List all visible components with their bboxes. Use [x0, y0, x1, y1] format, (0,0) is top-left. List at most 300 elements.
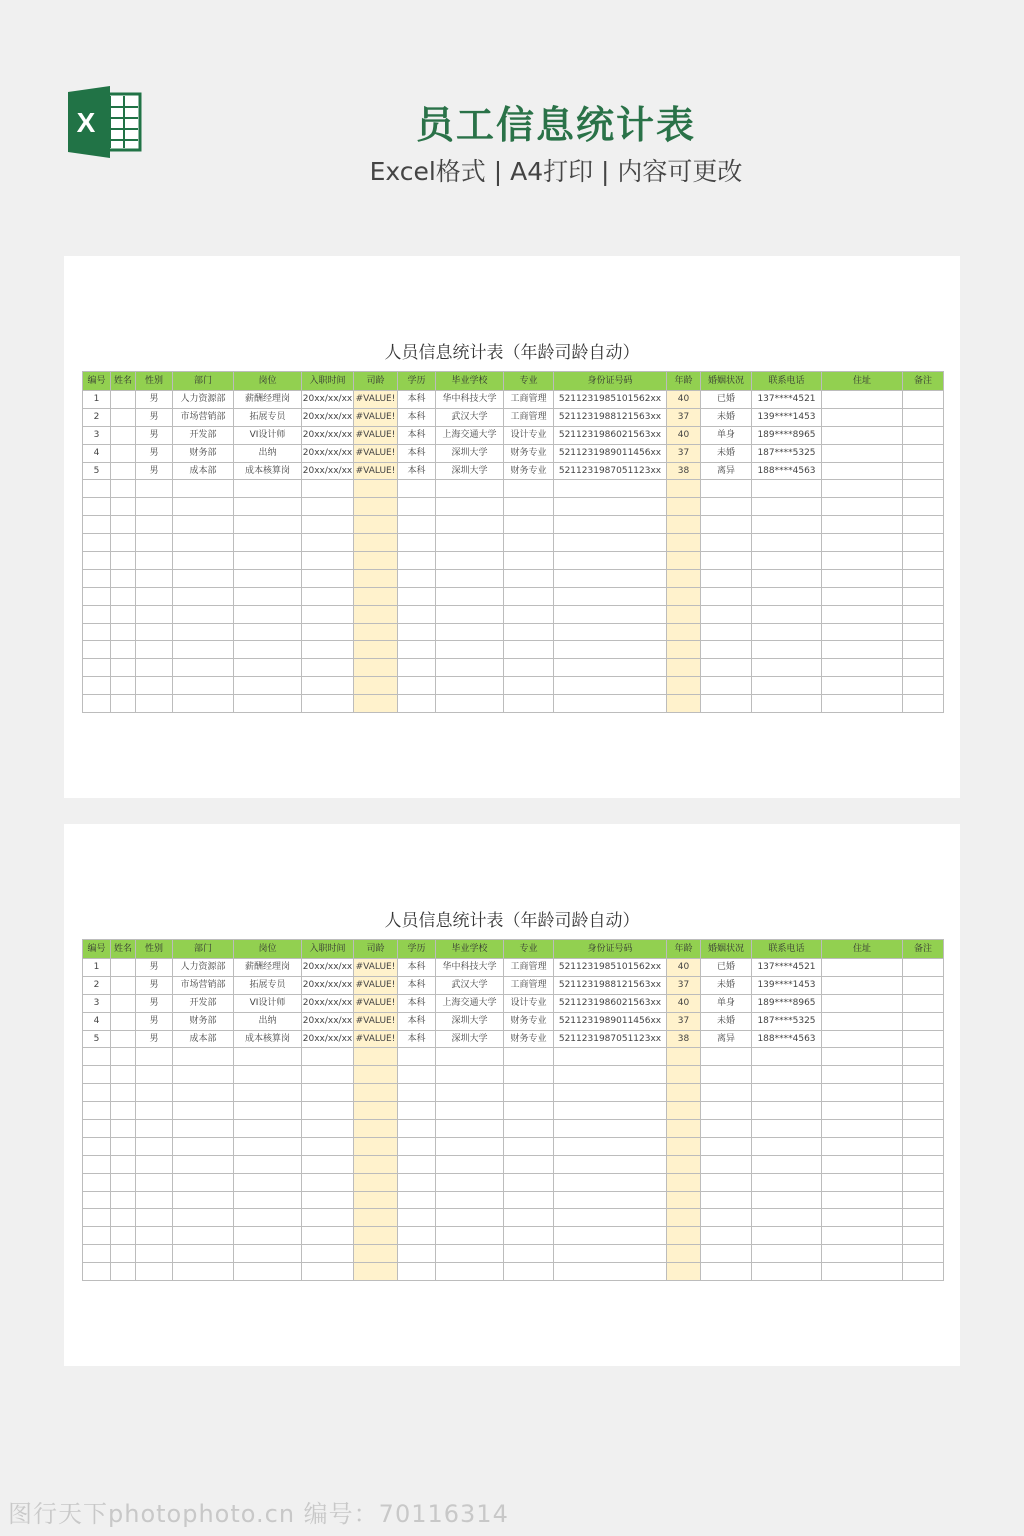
table-cell[interactable] [398, 1155, 436, 1173]
table-cell[interactable] [504, 498, 554, 516]
table-cell[interactable] [234, 1209, 302, 1227]
table-cell[interactable] [83, 695, 111, 713]
table-cell[interactable] [173, 623, 234, 641]
table-cell[interactable] [822, 1066, 903, 1084]
table-cell[interactable] [83, 1066, 111, 1084]
table-cell[interactable] [398, 605, 436, 623]
table-cell[interactable] [903, 480, 944, 498]
table-cell[interactable] [234, 1173, 302, 1191]
table-cell[interactable] [354, 623, 398, 641]
table-cell[interactable]: 拓展专员 [234, 408, 302, 426]
table-cell[interactable] [554, 1048, 667, 1066]
table-cell[interactable] [504, 1155, 554, 1173]
table-cell[interactable] [111, 1084, 136, 1102]
table-cell[interactable] [554, 587, 667, 605]
table-cell[interactable] [234, 677, 302, 695]
table-cell[interactable] [111, 695, 136, 713]
table-cell[interactable] [354, 534, 398, 552]
table-cell[interactable] [234, 587, 302, 605]
table-cell[interactable]: 成本核算岗 [234, 462, 302, 480]
table-cell[interactable] [554, 1191, 667, 1209]
table-cell[interactable] [83, 1245, 111, 1263]
table-cell[interactable] [111, 1137, 136, 1155]
table-cell[interactable] [398, 695, 436, 713]
table-cell[interactable]: 工商管理 [504, 391, 554, 409]
table-cell[interactable] [173, 1245, 234, 1263]
table-cell[interactable] [667, 1245, 701, 1263]
table-cell[interactable] [504, 1084, 554, 1102]
table-cell[interactable] [234, 1191, 302, 1209]
table-cell[interactable] [302, 659, 354, 677]
table-cell[interactable] [436, 587, 504, 605]
table-cell[interactable] [173, 498, 234, 516]
table-cell[interactable] [667, 605, 701, 623]
table-cell[interactable]: 男 [136, 994, 173, 1012]
table-cell[interactable] [667, 587, 701, 605]
table-cell[interactable] [136, 1048, 173, 1066]
table-cell[interactable] [436, 516, 504, 534]
table-cell[interactable] [701, 1155, 752, 1173]
table-cell[interactable] [302, 552, 354, 570]
table-cell[interactable] [667, 695, 701, 713]
table-cell[interactable] [83, 1191, 111, 1209]
table-cell[interactable] [903, 659, 944, 677]
table-cell[interactable] [136, 1137, 173, 1155]
table-cell[interactable]: 开发部 [173, 994, 234, 1012]
table-cell[interactable] [504, 1209, 554, 1227]
table-cell[interactable] [302, 480, 354, 498]
table-cell[interactable] [136, 623, 173, 641]
table-cell[interactable] [302, 677, 354, 695]
table-cell[interactable]: 5211231987051123xx [554, 1030, 667, 1048]
table-cell[interactable] [822, 1227, 903, 1245]
table-cell[interactable] [554, 480, 667, 498]
table-cell[interactable] [822, 1012, 903, 1030]
table-cell[interactable] [83, 1102, 111, 1120]
table-cell[interactable] [173, 552, 234, 570]
table-cell[interactable] [398, 659, 436, 677]
table-cell[interactable] [903, 391, 944, 409]
table-cell[interactable]: #VALUE! [354, 1012, 398, 1030]
table-cell[interactable] [752, 1245, 822, 1263]
table-cell[interactable]: 5211231989011456xx [554, 444, 667, 462]
table-cell[interactable] [436, 623, 504, 641]
table-cell[interactable] [436, 1102, 504, 1120]
table-cell[interactable] [111, 659, 136, 677]
table-cell[interactable] [903, 1263, 944, 1281]
table-cell[interactable] [903, 1155, 944, 1173]
table-cell[interactable] [667, 1048, 701, 1066]
table-cell[interactable] [173, 659, 234, 677]
table-cell[interactable]: 本科 [398, 426, 436, 444]
table-cell[interactable] [701, 1263, 752, 1281]
table-cell[interactable]: 人力资源部 [173, 959, 234, 977]
table-cell[interactable] [436, 641, 504, 659]
table-cell[interactable]: 37 [667, 976, 701, 994]
table-cell[interactable] [111, 1030, 136, 1048]
table-cell[interactable]: 187****5325 [752, 1012, 822, 1030]
table-cell[interactable] [111, 516, 136, 534]
table-cell[interactable] [354, 641, 398, 659]
table-cell[interactable] [398, 1048, 436, 1066]
table-cell[interactable] [822, 534, 903, 552]
table-cell[interactable] [822, 1120, 903, 1138]
table-cell[interactable] [822, 426, 903, 444]
table-cell[interactable]: 男 [136, 1030, 173, 1048]
table-cell[interactable] [504, 1173, 554, 1191]
table-cell[interactable]: 财务专业 [504, 444, 554, 462]
table-cell[interactable] [436, 498, 504, 516]
table-cell[interactable] [752, 1155, 822, 1173]
table-cell[interactable]: 人力资源部 [173, 391, 234, 409]
table-cell[interactable] [234, 516, 302, 534]
table-cell[interactable]: 40 [667, 994, 701, 1012]
table-cell[interactable] [701, 1084, 752, 1102]
table-cell[interactable]: 本科 [398, 462, 436, 480]
table-cell[interactable] [173, 605, 234, 623]
table-cell[interactable] [398, 552, 436, 570]
table-cell[interactable] [136, 480, 173, 498]
table-cell[interactable] [903, 1173, 944, 1191]
table-cell[interactable] [111, 498, 136, 516]
table-cell[interactable]: 20xx/xx/xx [302, 1012, 354, 1030]
table-cell[interactable] [302, 1191, 354, 1209]
table-cell[interactable]: 深圳大学 [436, 1012, 504, 1030]
table-cell[interactable] [701, 1120, 752, 1138]
table-cell[interactable]: 男 [136, 959, 173, 977]
table-cell[interactable] [111, 1173, 136, 1191]
table-cell[interactable] [136, 1173, 173, 1191]
table-cell[interactable] [83, 605, 111, 623]
table-cell[interactable] [667, 1102, 701, 1120]
table-cell[interactable] [436, 1084, 504, 1102]
table-cell[interactable] [398, 641, 436, 659]
table-cell[interactable] [752, 1048, 822, 1066]
table-cell[interactable] [701, 605, 752, 623]
table-cell[interactable]: 成本部 [173, 1030, 234, 1048]
table-cell[interactable] [302, 1245, 354, 1263]
table-cell[interactable] [354, 695, 398, 713]
table-cell[interactable] [504, 677, 554, 695]
table-cell[interactable] [83, 480, 111, 498]
table-cell[interactable]: 未婚 [701, 976, 752, 994]
table-cell[interactable] [554, 605, 667, 623]
table-cell[interactable] [554, 1137, 667, 1155]
table-cell[interactable] [302, 516, 354, 534]
table-cell[interactable] [822, 516, 903, 534]
table-cell[interactable]: 男 [136, 976, 173, 994]
table-cell[interactable] [83, 1263, 111, 1281]
table-cell[interactable] [354, 1227, 398, 1245]
table-cell[interactable]: 男 [136, 408, 173, 426]
table-cell[interactable] [111, 994, 136, 1012]
table-cell[interactable]: 财务专业 [504, 462, 554, 480]
table-cell[interactable] [701, 534, 752, 552]
table-cell[interactable] [752, 1191, 822, 1209]
table-cell[interactable] [822, 623, 903, 641]
table-cell[interactable] [554, 1102, 667, 1120]
table-cell[interactable] [173, 1155, 234, 1173]
table-cell[interactable] [903, 959, 944, 977]
table-cell[interactable]: 40 [667, 959, 701, 977]
table-cell[interactable] [398, 1120, 436, 1138]
table-cell[interactable] [111, 1263, 136, 1281]
table-cell[interactable] [234, 1084, 302, 1102]
table-cell[interactable]: #VALUE! [354, 444, 398, 462]
table-cell[interactable] [701, 659, 752, 677]
table-cell[interactable]: 男 [136, 462, 173, 480]
table-cell[interactable]: 设计专业 [504, 994, 554, 1012]
table-cell[interactable] [554, 534, 667, 552]
table-cell[interactable] [398, 569, 436, 587]
table-cell[interactable] [354, 498, 398, 516]
table-cell[interactable] [302, 1227, 354, 1245]
table-cell[interactable] [436, 1120, 504, 1138]
table-cell[interactable] [554, 677, 667, 695]
table-cell[interactable] [554, 1245, 667, 1263]
table-cell[interactable]: #VALUE! [354, 994, 398, 1012]
table-cell[interactable] [83, 1209, 111, 1227]
table-cell[interactable] [354, 1209, 398, 1227]
table-cell[interactable]: 137****4521 [752, 391, 822, 409]
table-cell[interactable] [554, 695, 667, 713]
table-cell[interactable]: 5211231989011456xx [554, 1012, 667, 1030]
table-cell[interactable]: 20xx/xx/xx [302, 426, 354, 444]
table-cell[interactable] [504, 569, 554, 587]
table-cell[interactable] [173, 695, 234, 713]
table-cell[interactable]: 5211231986021563xx [554, 994, 667, 1012]
table-cell[interactable] [136, 659, 173, 677]
table-cell[interactable]: #VALUE! [354, 391, 398, 409]
table-cell[interactable] [436, 1173, 504, 1191]
table-cell[interactable] [667, 1191, 701, 1209]
table-cell[interactable] [398, 1263, 436, 1281]
table-cell[interactable] [701, 641, 752, 659]
table-cell[interactable] [136, 1084, 173, 1102]
table-cell[interactable] [504, 1191, 554, 1209]
table-cell[interactable] [302, 569, 354, 587]
table-cell[interactable]: 5 [83, 1030, 111, 1048]
table-cell[interactable]: 本科 [398, 1030, 436, 1048]
table-cell[interactable] [83, 587, 111, 605]
table-cell[interactable] [436, 534, 504, 552]
table-cell[interactable] [173, 1120, 234, 1138]
table-cell[interactable]: 男 [136, 444, 173, 462]
table-cell[interactable] [822, 641, 903, 659]
table-cell[interactable]: 财务部 [173, 1012, 234, 1030]
table-cell[interactable] [504, 480, 554, 498]
table-cell[interactable]: 20xx/xx/xx [302, 462, 354, 480]
table-cell[interactable] [903, 1137, 944, 1155]
table-cell[interactable] [701, 552, 752, 570]
table-cell[interactable] [752, 1120, 822, 1138]
table-cell[interactable] [752, 677, 822, 695]
table-cell[interactable]: 20xx/xx/xx [302, 391, 354, 409]
table-cell[interactable] [173, 1191, 234, 1209]
table-cell[interactable] [903, 444, 944, 462]
table-cell[interactable]: 20xx/xx/xx [302, 994, 354, 1012]
table-cell[interactable] [136, 1120, 173, 1138]
table-cell[interactable] [903, 1227, 944, 1245]
table-cell[interactable] [83, 552, 111, 570]
table-cell[interactable] [136, 534, 173, 552]
table-cell[interactable] [83, 1048, 111, 1066]
table-cell[interactable] [667, 1263, 701, 1281]
table-cell[interactable] [903, 1191, 944, 1209]
table-cell[interactable] [822, 569, 903, 587]
table-cell[interactable]: 本科 [398, 976, 436, 994]
table-cell[interactable] [83, 1137, 111, 1155]
table-cell[interactable] [667, 623, 701, 641]
table-cell[interactable] [752, 641, 822, 659]
table-cell[interactable] [136, 1102, 173, 1120]
table-cell[interactable] [701, 1066, 752, 1084]
table-cell[interactable] [234, 1245, 302, 1263]
table-cell[interactable]: 3 [83, 994, 111, 1012]
table-cell[interactable] [136, 1209, 173, 1227]
table-cell[interactable]: 薪酬经理岗 [234, 391, 302, 409]
table-cell[interactable] [111, 391, 136, 409]
table-cell[interactable] [83, 641, 111, 659]
table-cell[interactable]: 财务专业 [504, 1012, 554, 1030]
table-cell[interactable]: 2 [83, 408, 111, 426]
table-cell[interactable] [398, 623, 436, 641]
table-cell[interactable]: 5211231985101562xx [554, 959, 667, 977]
table-cell[interactable] [136, 641, 173, 659]
table-cell[interactable]: 188****4563 [752, 462, 822, 480]
table-cell[interactable] [822, 1245, 903, 1263]
table-cell[interactable] [398, 516, 436, 534]
table-cell[interactable] [903, 1120, 944, 1138]
table-cell[interactable] [903, 1245, 944, 1263]
table-cell[interactable]: 已婚 [701, 959, 752, 977]
table-cell[interactable] [701, 1245, 752, 1263]
table-cell[interactable] [667, 1173, 701, 1191]
table-cell[interactable]: 成本部 [173, 462, 234, 480]
table-cell[interactable]: 20xx/xx/xx [302, 976, 354, 994]
table-cell[interactable] [136, 695, 173, 713]
table-cell[interactable] [173, 1227, 234, 1245]
table-cell[interactable]: 单身 [701, 994, 752, 1012]
table-cell[interactable] [173, 1084, 234, 1102]
table-cell[interactable] [554, 552, 667, 570]
table-cell[interactable] [504, 516, 554, 534]
table-cell[interactable]: 37 [667, 444, 701, 462]
table-cell[interactable] [83, 677, 111, 695]
table-cell[interactable] [83, 623, 111, 641]
table-cell[interactable] [701, 480, 752, 498]
table-cell[interactable] [903, 534, 944, 552]
table-cell[interactable] [354, 659, 398, 677]
table-cell[interactable] [398, 1066, 436, 1084]
table-cell[interactable] [354, 1120, 398, 1138]
table-cell[interactable]: 单身 [701, 426, 752, 444]
table-cell[interactable] [903, 623, 944, 641]
table-cell[interactable] [302, 1173, 354, 1191]
table-cell[interactable] [136, 1191, 173, 1209]
table-cell[interactable] [554, 623, 667, 641]
table-cell[interactable]: 本科 [398, 1012, 436, 1030]
table-cell[interactable] [111, 552, 136, 570]
table-cell[interactable] [667, 1120, 701, 1138]
table-cell[interactable] [554, 569, 667, 587]
table-cell[interactable] [822, 1048, 903, 1066]
table-cell[interactable] [111, 623, 136, 641]
table-cell[interactable]: 2 [83, 976, 111, 994]
table-cell[interactable] [136, 1066, 173, 1084]
table-cell[interactable]: 深圳大学 [436, 462, 504, 480]
table-cell[interactable] [354, 1084, 398, 1102]
table-cell[interactable] [903, 1066, 944, 1084]
table-cell[interactable] [822, 498, 903, 516]
table-cell[interactable] [822, 695, 903, 713]
table-cell[interactable] [234, 498, 302, 516]
table-cell[interactable] [752, 1173, 822, 1191]
table-cell[interactable]: 40 [667, 391, 701, 409]
table-cell[interactable] [234, 623, 302, 641]
table-cell[interactable]: 出纳 [234, 444, 302, 462]
table-cell[interactable] [436, 1066, 504, 1084]
table-cell[interactable] [354, 677, 398, 695]
table-cell[interactable] [701, 1227, 752, 1245]
table-cell[interactable] [903, 641, 944, 659]
table-cell[interactable] [667, 1227, 701, 1245]
table-cell[interactable] [752, 1227, 822, 1245]
table-cell[interactable] [173, 1263, 234, 1281]
table-cell[interactable] [173, 480, 234, 498]
table-cell[interactable]: 华中科技大学 [436, 391, 504, 409]
table-cell[interactable] [173, 1209, 234, 1227]
table-cell[interactable] [436, 677, 504, 695]
table-cell[interactable] [302, 1137, 354, 1155]
table-cell[interactable] [504, 695, 554, 713]
table-cell[interactable]: 深圳大学 [436, 444, 504, 462]
table-cell[interactable] [903, 408, 944, 426]
table-cell[interactable] [554, 498, 667, 516]
table-cell[interactable] [752, 480, 822, 498]
table-cell[interactable] [302, 1263, 354, 1281]
table-cell[interactable]: 本科 [398, 391, 436, 409]
table-cell[interactable]: 38 [667, 1030, 701, 1048]
table-cell[interactable]: 市场营销部 [173, 408, 234, 426]
table-cell[interactable] [822, 659, 903, 677]
table-cell[interactable] [111, 976, 136, 994]
table-cell[interactable] [822, 1173, 903, 1191]
table-cell[interactable] [554, 1209, 667, 1227]
table-cell[interactable] [173, 534, 234, 552]
table-cell[interactable] [354, 1263, 398, 1281]
table-cell[interactable] [136, 516, 173, 534]
table-cell[interactable]: 137****4521 [752, 959, 822, 977]
table-cell[interactable]: 189****8965 [752, 426, 822, 444]
table-cell[interactable]: 离异 [701, 462, 752, 480]
table-cell[interactable] [83, 1173, 111, 1191]
table-cell[interactable] [83, 498, 111, 516]
table-cell[interactable] [111, 1209, 136, 1227]
table-cell[interactable] [234, 1227, 302, 1245]
table-cell[interactable] [504, 587, 554, 605]
table-cell[interactable]: #VALUE! [354, 462, 398, 480]
table-cell[interactable] [111, 534, 136, 552]
table-cell[interactable]: #VALUE! [354, 426, 398, 444]
table-cell[interactable]: 5211231987051123xx [554, 462, 667, 480]
table-cell[interactable] [822, 480, 903, 498]
table-cell[interactable] [398, 498, 436, 516]
table-cell[interactable] [83, 1155, 111, 1173]
table-cell[interactable] [354, 1191, 398, 1209]
table-cell[interactable] [398, 1137, 436, 1155]
table-cell[interactable] [822, 976, 903, 994]
